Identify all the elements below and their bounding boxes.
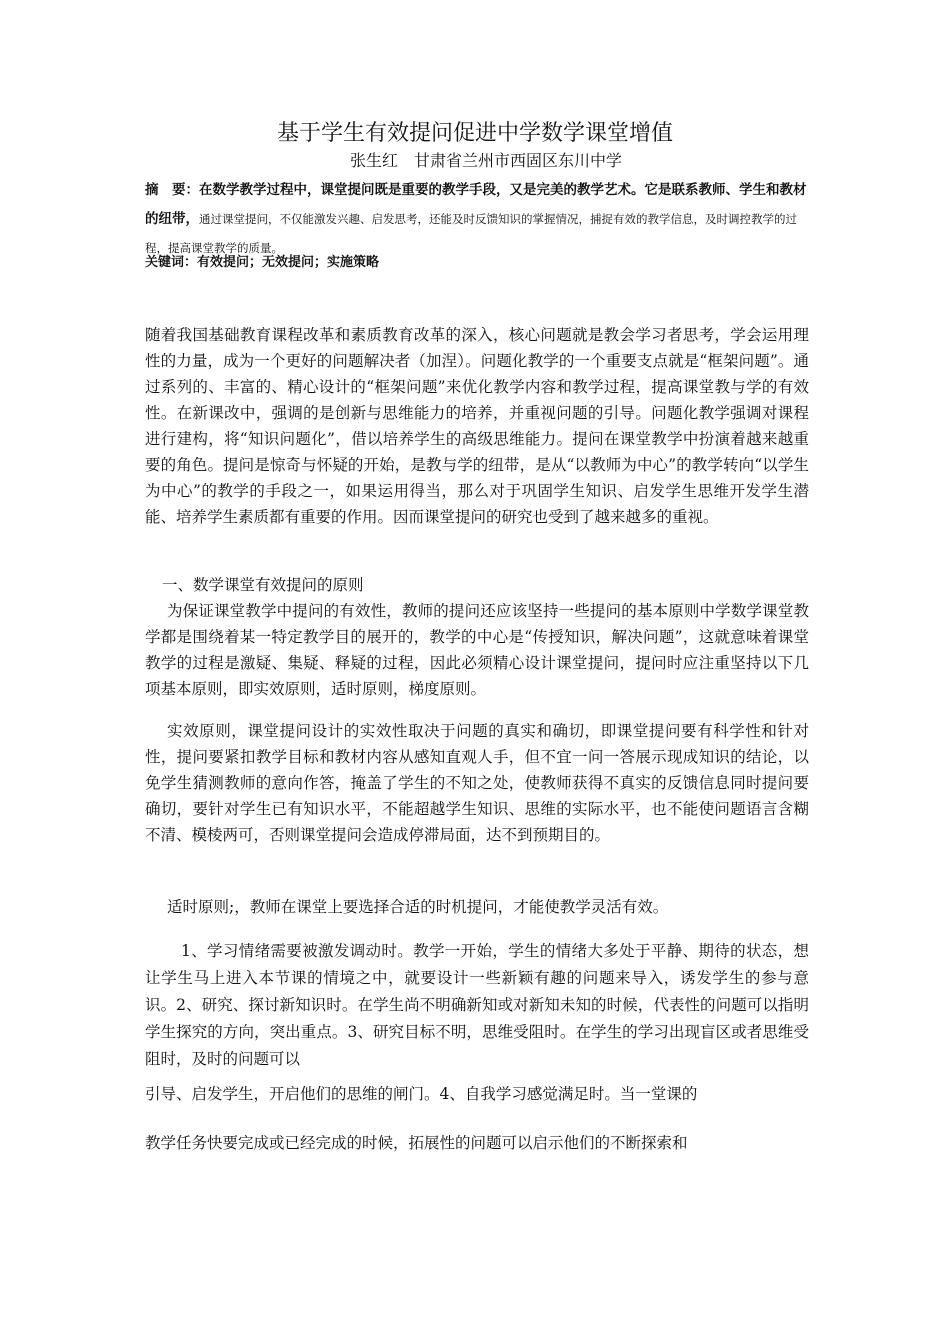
document-title: 基于学生有效提问促进中学数学课堂增值 [276, 121, 673, 146]
paragraph-intro: 随着我国基础教育课程改革和素质教育改革的深入，核心问题就是教会学习者思考，学会运用理性的力量，成为一个更好的问题解决者（加涅）。问题化教学的一个重要支点就是“框架问题”。通过系列的、丰富的、精心设计的“框架问题”来优化教学内容和教学过程，提高课堂教与学的有效性。在新课改中，强调的是创新与思维能力的培养，并重视问题的引导。问题化教学强调对课程进行建构，将“知识问题化”，借以培养学生的高级思维能力。提问在课堂教学中扮演着越来越重要的角色。提问是惊奇与怀疑的开始，是教与学的纽带，是从“以教师为中心”的教学转向“以学生为中心”的教学的手段之一，如果运用得当，那么对于巩固学生知识、启发学生思维开发学生潜能、培养学生素质都有重要的作用。因而课堂提问的研究也受到了越来越多的重视。 [145, 326, 809, 526]
timing-list-part-3: 教学任务快要完成或已经完成的时候，拓展性的问题可以启示他们的不断探索和 [145, 1134, 688, 1152]
paragraph-principles: 为保证课堂教学中提问的有效性，教师的提问还应该坚持一些提问的基本原则中学数学课堂教学都是围绕着某一特定教学目的展开的，教学的中心是“传授知识，解决问题”，这就意味着课堂教学的过程是激疑、集疑、释疑的过程，因此必须精心设计课堂提问，提问时应注重坚持以下几项基本原则，即实效原则，适时原则，梯度原则。 [145, 602, 809, 698]
abstract-small-text: 通过课堂提问，不仅能激发兴趣、启发思考，还能及时反馈知识的掌握情况，捕捉有效的教学信息，及时调控教学的过程，提高课堂教学的质量。 [145, 212, 797, 255]
keywords: 关键词：有效提问；无效提问；实施策略 [145, 255, 380, 270]
author-line: 张生红 甘肃省兰州市西固区东川中学 [350, 151, 623, 170]
timing-list-part-2: 引导、启发学生，开启他们的思维的闸门。4、自我学习感觉满足时。当一堂课的 [145, 1085, 698, 1103]
abstract-bold-text: 在数学教学过程中，课堂提问既是重要的教学手段，又是完美的教学艺术。它是联系教师、学生和教材的纽带， [145, 182, 807, 227]
timing-list-part-1: 1、学习情绪需要被激发调动时。教学一开始，学生的情绪大多处于平静、期待的状态，想让学生马上进入本节课的情境之中，就要设计一些新颖有趣的问题来导入，诱发学生的参与意识。2、研究、探讨新知识时。在学生尚不明确新知或对新知未知的时候，代表性的问题可以指明学生探究的方向，突出重点。3、研究目标不明，思维受阻时。在学生的学习出现盲区或者思维受阻时，及时的问题可以 [145, 942, 809, 1068]
abstract [145, 176, 815, 263]
abstract-label: 摘 要： [145, 182, 199, 198]
paragraph-timeliness: 适时原则;，教师在课堂上要选择合适的时机提问，才能使教学灵活有效。 [167, 898, 669, 916]
section-heading: 一、数学课堂有效提问的原则 [162, 576, 364, 594]
paragraph-effectiveness: 实效原则，课堂提问设计的实效性取决于问题的真实和确切，即课堂提问要有科学性和针对性，提问要紧扣教学目标和教材内容从感知直观人手，但不宜一问一答展示现成知识的结论，以免学生猜测教师的意向作答，掩盖了学生的不知之处，使教师获得不真实的反馈信息同时提问要确切，要针对学生已有知识水平，不能超越学生知识、思维的实际水平，也不能使问题语言含糊不清、模棱两可，否则课堂提问会造成停滞局面，达不到预期目的。 [145, 722, 809, 844]
paragraph-timing-list [145, 938, 809, 1157]
